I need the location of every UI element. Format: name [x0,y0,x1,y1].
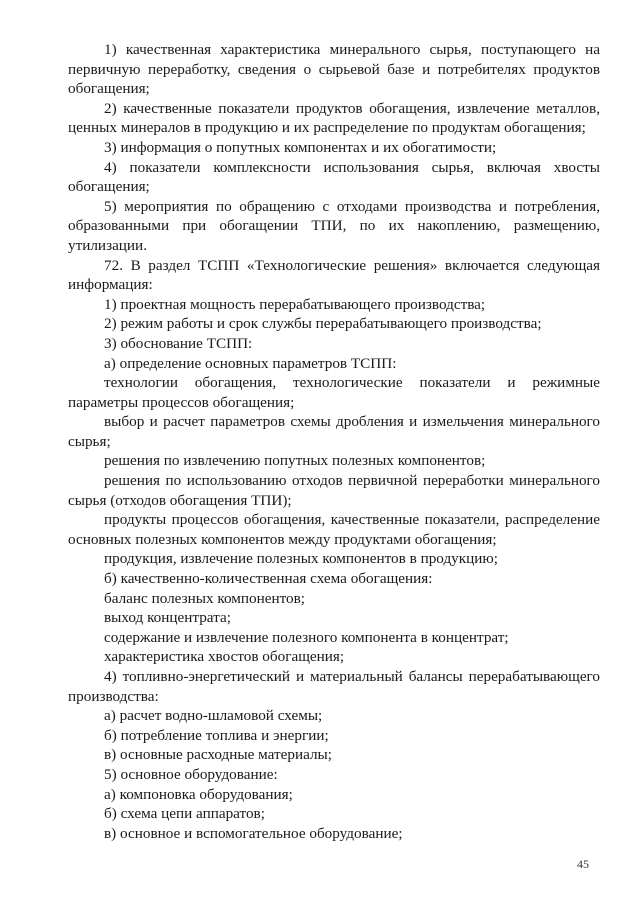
paragraph: а) расчет водно-шламовой схемы; [104,707,323,725]
paragraph: характеристика хвостов обогащения; [104,648,345,666]
paragraph: технологии обогащения, технологические показатели и режимные параметры процессов обогащения; [68,374,600,411]
paragraph: содержание и извлечение полезного компонента в концентрат; [104,628,509,646]
paragraph: 1) проектная мощность перерабатывающего производства; [104,295,486,313]
section-heading-paragraph: 72. В раздел ТСПП «Технологические решения» включается следующая информация: [68,256,600,294]
paragraph: продукция, извлечение полезных компонентов в продукцию; [104,550,498,568]
paragraph: б) схема цепи аппаратов; [104,805,265,823]
paragraph: в) основное и вспомогательное оборудование; [104,824,403,842]
paragraph: 5) основное оборудование: [104,765,278,783]
paragraph: 3) информация о попутных компонентах и их обогатимости; [104,138,497,156]
paragraph: а) определение основных параметров ТСПП: [104,354,397,372]
paragraph: 2) режим работы и срок службы перерабатывающего производства; [104,315,542,333]
paragraph: выбор и расчет параметров схемы дробления и измельчения минерального сырья; [68,413,600,450]
paragraph: б) потребление топлива и энергии; [104,726,329,744]
paragraph: продукты процессов обогащения, качественные показатели, распределение основных полезных компонентов между продуктами обогащения; [68,511,600,548]
paragraph: 3) обоснование ТСПП: [104,334,253,352]
paragraph: решения по извлечению попутных полезных компонентов; [104,452,486,470]
document-body [68,40,600,843]
paragraph: 4) показатели комплексности использования сырья, включая хвосты обогащения; [68,158,600,196]
page-number: 45 [577,857,589,871]
paragraph: 2) качественные показатели продуктов обогащения, извлечение металлов, ценных минералов в продукцию и их распределение по продуктам обогащения; [68,99,600,137]
paragraph: 5) мероприятия по обращению с отходами производства и потребления, образованными при обогащении ТПИ, по их накоплению, размещению, утилизации. [68,197,600,254]
paragraph: а) компоновка оборудования; [104,785,293,803]
paragraph: в) основные расходные материалы; [104,746,332,764]
paragraph: выход концентрата; [104,609,231,627]
paragraph: 1) качественная характеристика минерального сырья, поступающего на первичную переработку, сведения о сырьевой базе и потребителях продуктов обогащения; [68,41,600,98]
paragraph: 4) топливно-энергетический и материальный балансы перерабатывающего производства: [68,668,600,705]
paragraph: решения по использованию отходов первичной переработки минерального сырья (отходов обогащения ТПИ); [68,472,600,509]
paragraph: б) качественно-количественная схема обогащения: [104,570,433,588]
paragraph: баланс полезных компонентов; [104,589,305,607]
